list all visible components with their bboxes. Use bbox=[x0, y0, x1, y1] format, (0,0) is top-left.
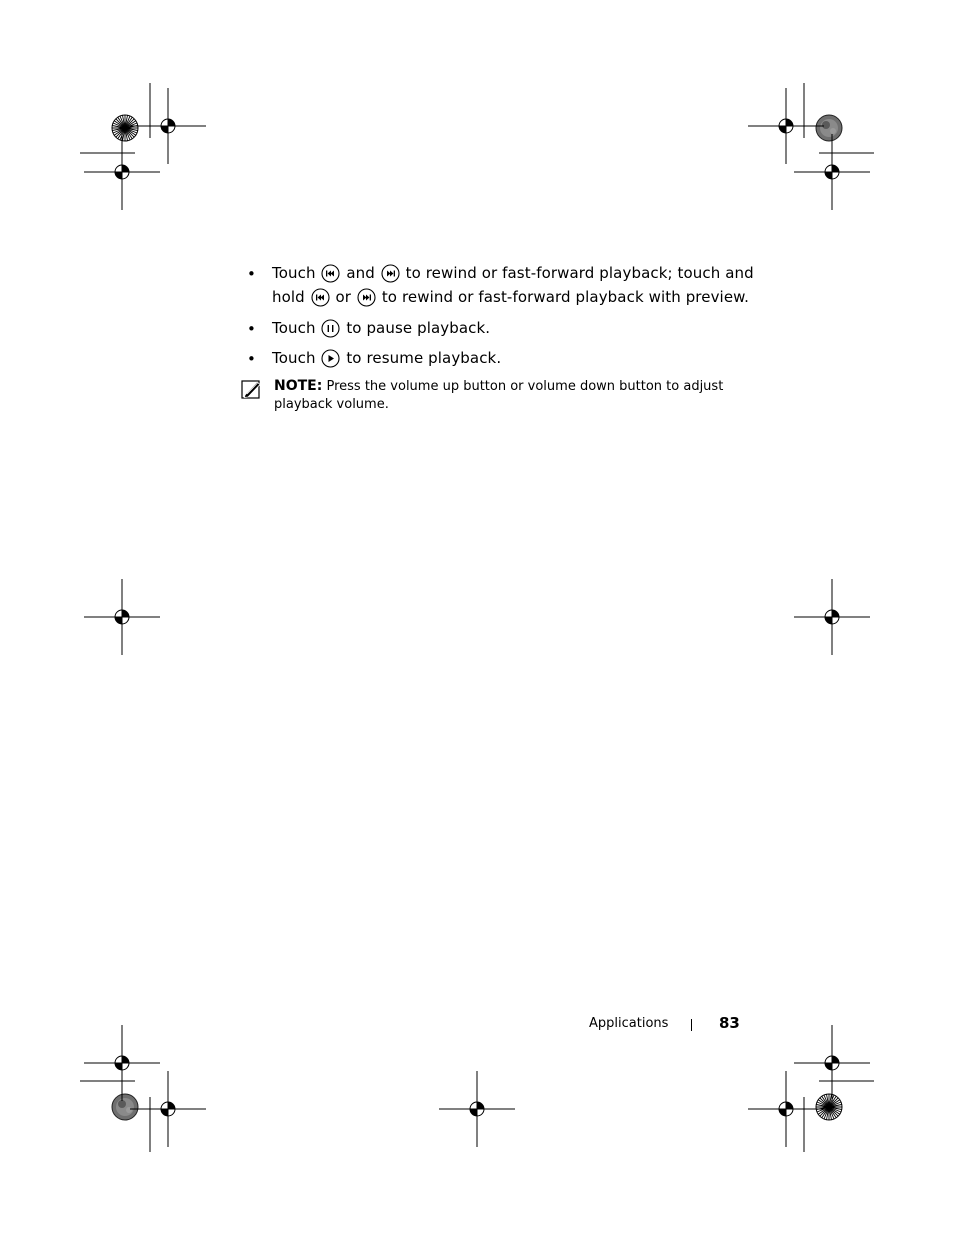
fast-forward-icon bbox=[381, 264, 400, 283]
bullet-text: to rewind or fast-forward playback; touch and bbox=[405, 264, 754, 282]
footer-separator bbox=[691, 1019, 692, 1031]
note-body: Press the volume up button or volume down button to adjust playback volume. bbox=[274, 379, 724, 412]
bullet-text: Touch bbox=[272, 319, 316, 337]
note-label: NOTE: bbox=[274, 378, 323, 394]
bullet-text: hold bbox=[272, 288, 305, 306]
bullet-text: to rewind or fast-forward playback with preview. bbox=[381, 288, 750, 306]
pause-icon bbox=[321, 319, 340, 338]
bullet-text: Touch bbox=[272, 349, 316, 367]
page-number: 83 bbox=[719, 1014, 740, 1032]
rewind-icon bbox=[311, 288, 330, 307]
fast-forward-icon bbox=[357, 288, 376, 307]
note bbox=[274, 377, 744, 414]
note-pencil-icon bbox=[241, 378, 262, 400]
bullet-marker: • bbox=[247, 320, 256, 338]
bullet-marker: • bbox=[247, 265, 256, 283]
bullet-1-line-1 bbox=[272, 263, 754, 283]
bullet-text: and bbox=[346, 264, 375, 282]
bullet-text: or bbox=[335, 288, 352, 306]
bullet-3 bbox=[272, 348, 501, 368]
bullet-text: Touch bbox=[272, 264, 316, 282]
bullet-2 bbox=[272, 318, 490, 338]
bullet-marker: • bbox=[247, 350, 256, 368]
bullet-1-line-2 bbox=[272, 287, 749, 307]
play-icon bbox=[321, 349, 340, 368]
rewind-icon bbox=[321, 264, 340, 283]
bullet-text: to pause playback. bbox=[346, 319, 491, 337]
bullet-text: to resume playback. bbox=[346, 349, 502, 367]
footer-section-title: Applications bbox=[589, 1016, 669, 1031]
